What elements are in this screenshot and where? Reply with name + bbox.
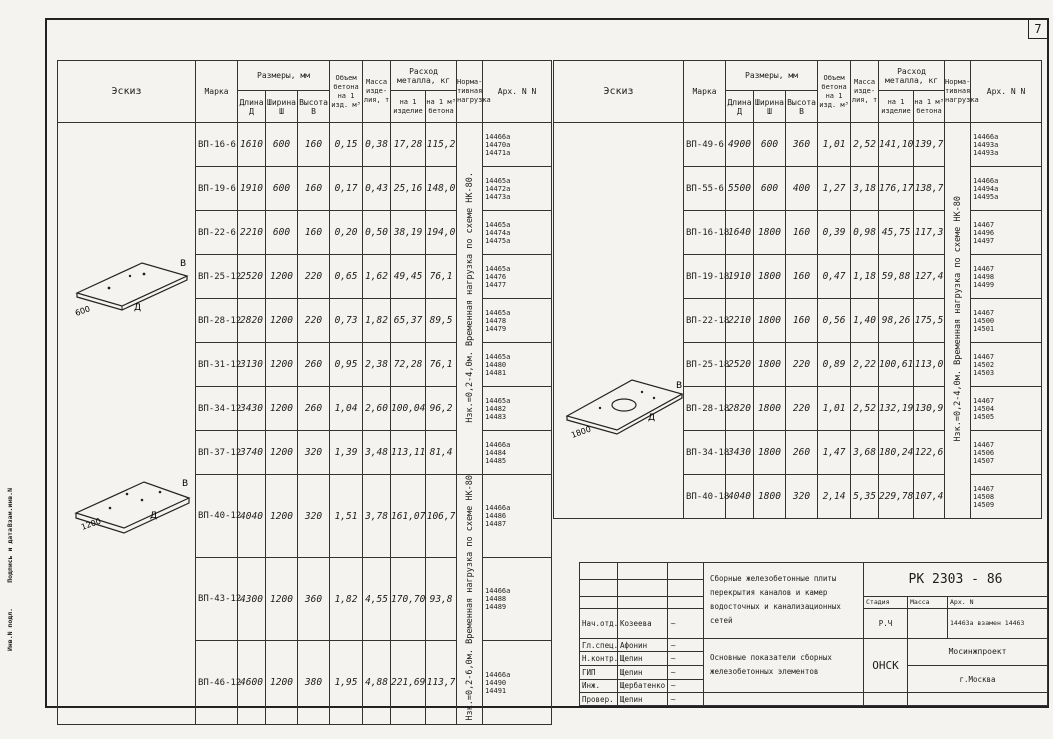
- signature: ~: [668, 665, 704, 679]
- arch-cell: 14465а 14478 14479: [483, 299, 552, 343]
- col-mark: Марка: [196, 61, 238, 123]
- volume-cell: 0,89: [818, 343, 851, 387]
- steel-m3-cell: 139,7: [914, 123, 945, 167]
- steel-m3-cell: 130,9: [914, 387, 945, 431]
- mass-cell: 4,88: [363, 641, 391, 724]
- person-role: Нач.отд.: [580, 609, 618, 638]
- width-cell: 600: [754, 167, 786, 211]
- steel-m3-cell: 115,2: [426, 123, 457, 167]
- mark-cell: ВП-43-12: [196, 558, 238, 641]
- volume-cell: 0,17: [330, 167, 363, 211]
- volume-cell: 0,95: [330, 343, 363, 387]
- arch-cell: 14465а 14480 14481: [483, 343, 552, 387]
- volume-cell: 1,51: [330, 475, 363, 558]
- volume-cell: 1,82: [330, 558, 363, 641]
- height-cell: 260: [298, 387, 330, 431]
- title-block: [579, 562, 1047, 706]
- signature: ~: [668, 679, 704, 693]
- length-cell: 1910: [238, 167, 266, 211]
- sketch-label-d: Д: [134, 303, 142, 313]
- mass-cell: 4,55: [363, 558, 391, 641]
- length-cell: 2820: [726, 387, 754, 431]
- length-cell: 3130: [238, 343, 266, 387]
- height-cell: 220: [298, 299, 330, 343]
- mass-cell: 0,50: [363, 211, 391, 255]
- width-cell: 1800: [754, 387, 786, 431]
- length-cell: 2210: [726, 299, 754, 343]
- sketch-label-b: В: [182, 479, 189, 489]
- length-cell: 4040: [726, 475, 754, 519]
- steel-item-cell: 38,19: [391, 211, 426, 255]
- sketch-label-w: 1200: [79, 516, 103, 532]
- col-steel: Расход металла, кг: [879, 61, 945, 91]
- mark-cell: ВП-22-18: [684, 299, 726, 343]
- mark-cell: ВП-49-6: [684, 123, 726, 167]
- length-cell: 2210: [238, 211, 266, 255]
- volume-cell: 0,20: [330, 211, 363, 255]
- org-name: Мосинжпроект: [908, 638, 1048, 665]
- steel-m3-cell: 175,5: [914, 299, 945, 343]
- slab-sketch-1800: [562, 358, 687, 443]
- width-cell: 600: [266, 211, 298, 255]
- person-name: Козеева: [618, 609, 668, 638]
- table-row: [554, 123, 1042, 167]
- steel-m3-cell: 76,1: [426, 255, 457, 299]
- arch-cell: 14467 14498 14499: [971, 255, 1042, 299]
- norm-load-cell: [945, 123, 971, 519]
- signature: ~: [668, 693, 704, 706]
- right-specs-table: [553, 60, 1042, 519]
- length-cell: 1610: [238, 123, 266, 167]
- steel-item-cell: 113,11: [391, 431, 426, 475]
- sheet-title: Основные показатели сборных железобетонных элементов: [704, 638, 864, 693]
- mark-cell: ВП-28-18: [684, 387, 726, 431]
- length-cell: 2520: [726, 343, 754, 387]
- sketch-label-b: В: [676, 381, 683, 391]
- col-mass: Масса изде-лия, т: [851, 61, 879, 123]
- mass-cell: 2,52: [851, 387, 879, 431]
- city: г.Москва: [908, 665, 1048, 692]
- height-cell: 220: [786, 387, 818, 431]
- arch-cell: 14467 14508 14509: [971, 475, 1042, 519]
- col-steel: Расход металла, кг: [391, 61, 457, 91]
- width-cell: 1200: [266, 343, 298, 387]
- height-cell: 260: [298, 343, 330, 387]
- col-sketch: Эскиз: [58, 61, 196, 123]
- height-cell: 160: [298, 167, 330, 211]
- length-cell: 5500: [726, 167, 754, 211]
- height-cell: 260: [786, 431, 818, 475]
- mass-cell: 3,68: [851, 431, 879, 475]
- height-cell: 160: [298, 123, 330, 167]
- width-cell: 1200: [266, 641, 298, 724]
- mass-cell: 1,18: [851, 255, 879, 299]
- volume-cell: 1,04: [330, 387, 363, 431]
- slab-sketch-600: [72, 238, 192, 318]
- person-role: Инж.: [580, 679, 618, 693]
- width-cell: 600: [754, 123, 786, 167]
- width-cell: 1200: [266, 475, 298, 558]
- col-volume: Объем бетона на 1 изд. м³: [818, 61, 851, 123]
- col-mark: Марка: [684, 61, 726, 123]
- mass-cell: 1,82: [363, 299, 391, 343]
- height-cell: 220: [298, 255, 330, 299]
- sketch-cell: [58, 123, 196, 725]
- height-cell: 380: [298, 641, 330, 724]
- person-name: Афонин: [618, 638, 668, 652]
- steel-item-cell: 65,37: [391, 299, 426, 343]
- height-cell: 320: [298, 431, 330, 475]
- mark-cell: ВП-28-12: [196, 299, 238, 343]
- col-width: Ширина Ш: [754, 91, 786, 123]
- signature: ~: [668, 609, 704, 638]
- col-dims: Размеры, мм: [238, 61, 330, 91]
- sketch-cell: [554, 123, 684, 519]
- steel-item-cell: 25,16: [391, 167, 426, 211]
- mass-cell: 2,52: [851, 123, 879, 167]
- mass-cell: 2,38: [363, 343, 391, 387]
- steel-m3-cell: 117,3: [914, 211, 945, 255]
- steel-m3-cell: 194,0: [426, 211, 457, 255]
- length-cell: 1640: [726, 211, 754, 255]
- length-cell: 4900: [726, 123, 754, 167]
- arch-cell: 14466а 14470а 14471а: [483, 123, 552, 167]
- col-height: Высота В: [298, 91, 330, 123]
- person-role: Провер.: [580, 693, 618, 706]
- arch-cell: 14466а 14486 14487: [483, 475, 552, 558]
- sketch-label-w: 600: [73, 304, 92, 318]
- steel-item-cell: 170,70: [391, 558, 426, 641]
- page-number: 7: [1028, 20, 1047, 39]
- length-cell: 3430: [238, 387, 266, 431]
- arch-cell: 14466а 14493а 14493а: [971, 123, 1042, 167]
- doc-code: РК 2303 - 86: [864, 563, 1048, 597]
- volume-cell: 0,39: [818, 211, 851, 255]
- width-cell: 1800: [754, 211, 786, 255]
- width-cell: 1800: [754, 255, 786, 299]
- mass-cell: 1,62: [363, 255, 391, 299]
- width-cell: 1200: [266, 558, 298, 641]
- person-role: Н.контр.: [580, 652, 618, 666]
- length-cell: 2820: [238, 299, 266, 343]
- mass-cell: 5,35: [851, 475, 879, 519]
- arch-cell: 14465а 14474а 14475а: [483, 211, 552, 255]
- sketch-label-d: Д: [150, 511, 158, 521]
- mark-cell: ВП-55-6: [684, 167, 726, 211]
- col-steel-item: на 1 изделие: [391, 91, 426, 123]
- arch-cell: 14465а 14476 14477: [483, 255, 552, 299]
- stage-label: Стадия: [864, 596, 908, 609]
- norm-load-text: Нзк.=0,2-4,0м. Временная нагрузка по схеме НК-80.: [464, 171, 475, 423]
- stamp-inv: Инв.N подл.: [6, 608, 14, 652]
- steel-m3-cell: 89,5: [426, 299, 457, 343]
- col-arch: Арх. N N: [483, 61, 552, 123]
- width-cell: 1800: [754, 475, 786, 519]
- steel-item-cell: 221,69: [391, 641, 426, 724]
- volume-cell: 0,15: [330, 123, 363, 167]
- person-name: Щепин: [618, 693, 668, 706]
- steel-item-cell: 72,28: [391, 343, 426, 387]
- col-norm: Норма-тивная нагрузка: [457, 61, 483, 123]
- volume-cell: 1,01: [818, 123, 851, 167]
- col-steel-m3: на 1 м³ бетона: [426, 91, 457, 123]
- width-cell: 600: [266, 167, 298, 211]
- col-length: Длина Д: [726, 91, 754, 123]
- steel-item-cell: 176,17: [879, 167, 914, 211]
- steel-item-cell: 17,28: [391, 123, 426, 167]
- person-role: ГИП: [580, 665, 618, 679]
- width-cell: 1200: [266, 387, 298, 431]
- length-cell: 2520: [238, 255, 266, 299]
- col-sketch: Эскиз: [554, 61, 684, 123]
- width-cell: 1200: [266, 431, 298, 475]
- mark-cell: ВП-40-18: [684, 475, 726, 519]
- col-arch: Арх. N N: [971, 61, 1042, 123]
- length-cell: 1910: [726, 255, 754, 299]
- width-cell: 1800: [754, 343, 786, 387]
- mark-cell: ВП-16-18: [684, 211, 726, 255]
- steel-m3-cell: 113,0: [914, 343, 945, 387]
- height-cell: 160: [786, 255, 818, 299]
- col-dims: Размеры, мм: [726, 61, 818, 91]
- volume-cell: 1,47: [818, 431, 851, 475]
- height-cell: 360: [786, 123, 818, 167]
- col-volume: Объем бетона на 1 изд. м³: [330, 61, 363, 123]
- person-name: Щепин: [618, 665, 668, 679]
- steel-m3-cell: 96,2: [426, 387, 457, 431]
- volume-cell: 1,95: [330, 641, 363, 724]
- arch-cell: 14466а 14484 14485: [483, 431, 552, 475]
- mass-cell: 0,43: [363, 167, 391, 211]
- width-cell: 1800: [754, 299, 786, 343]
- width-cell: 1800: [754, 431, 786, 475]
- stage-value: Р.Ч: [864, 609, 908, 638]
- sketch-label-d: Д: [648, 413, 656, 423]
- width-cell: 1200: [266, 255, 298, 299]
- length-cell: 3430: [726, 431, 754, 475]
- drawing-sheet: [45, 18, 1049, 721]
- height-cell: 320: [298, 475, 330, 558]
- slab-sketch-1200: [72, 468, 192, 543]
- col-steel-item: на 1 изделие: [879, 91, 914, 123]
- volume-cell: 1,27: [818, 167, 851, 211]
- norm-load-cell: [457, 123, 483, 475]
- volume-cell: 0,73: [330, 299, 363, 343]
- steel-item-cell: 45,75: [879, 211, 914, 255]
- mark-cell: ВП-31-12: [196, 343, 238, 387]
- mass-cell: 1,40: [851, 299, 879, 343]
- arch-cell: 14466а 14494а 14495а: [971, 167, 1042, 211]
- steel-m3-cell: 107,4: [914, 475, 945, 519]
- mark-cell: ВП-25-18: [684, 343, 726, 387]
- volume-cell: 1,39: [330, 431, 363, 475]
- col-length: Длина Д: [238, 91, 266, 123]
- length-cell: 4600: [238, 641, 266, 724]
- col-norm: Норма-тивная нагрузка: [945, 61, 971, 123]
- width-cell: 1200: [266, 299, 298, 343]
- mass-cell: 0,98: [851, 211, 879, 255]
- mark-cell: ВП-40-12: [196, 475, 238, 558]
- signature: ~: [668, 652, 704, 666]
- norm-load-text: Нзк.=0,2-6,0м. Временная нагрузка по схеме НК-80: [464, 475, 475, 721]
- arch-cell: 14465а 14472а 14473а: [483, 167, 552, 211]
- mark-cell: ВП-19-6: [196, 167, 238, 211]
- height-cell: 160: [786, 211, 818, 255]
- steel-m3-cell: 122,6: [914, 431, 945, 475]
- left-specs-table: [57, 60, 552, 725]
- doc-title: Сборные железобетонные плиты перекрытия каналов и камер водосточных и канализационных сетей: [704, 563, 864, 639]
- col-width: Ширина Ш: [266, 91, 298, 123]
- arch-cell: 14465а 14482 14483: [483, 387, 552, 431]
- mark-cell: ВП-16-6: [196, 123, 238, 167]
- volume-cell: 2,14: [818, 475, 851, 519]
- mass-cell: 2,22: [851, 343, 879, 387]
- mass-cell: 3,18: [851, 167, 879, 211]
- steel-m3-cell: 81,4: [426, 431, 457, 475]
- height-cell: 160: [786, 299, 818, 343]
- height-cell: 360: [298, 558, 330, 641]
- arch-value: 14463а взамен 14463: [948, 609, 1048, 638]
- mark-cell: ВП-46-12: [196, 641, 238, 724]
- person-name: Щербатенко: [618, 679, 668, 693]
- mass-cell: 3,48: [363, 431, 391, 475]
- arch-cell: 14467 14496 14497: [971, 211, 1042, 255]
- sketch-label-b: В: [180, 259, 187, 269]
- mass-cell: 3,78: [363, 475, 391, 558]
- steel-item-cell: 98,26: [879, 299, 914, 343]
- length-cell: 3740: [238, 431, 266, 475]
- arch-cell: 14466а 14490 14491: [483, 641, 552, 724]
- volume-cell: 0,65: [330, 255, 363, 299]
- stamp-sign: Подпись и дата: [6, 528, 14, 583]
- steel-m3-cell: 138,7: [914, 167, 945, 211]
- person-role: Гл.спец.: [580, 638, 618, 652]
- width-cell: 600: [266, 123, 298, 167]
- mark-cell: ВП-25-12: [196, 255, 238, 299]
- col-mass: Масса изде-лия, т: [363, 61, 391, 123]
- height-cell: 220: [786, 343, 818, 387]
- height-cell: 160: [298, 211, 330, 255]
- steel-m3-cell: 113,7: [426, 641, 457, 724]
- mark-cell: ВП-34-12: [196, 387, 238, 431]
- steel-m3-cell: 76,1: [426, 343, 457, 387]
- volume-cell: 0,47: [818, 255, 851, 299]
- height-cell: 400: [786, 167, 818, 211]
- steel-m3-cell: 148,0: [426, 167, 457, 211]
- mass-cell: 2,60: [363, 387, 391, 431]
- length-cell: 4300: [238, 558, 266, 641]
- mass-label: Масса: [908, 596, 948, 609]
- col-steel-m3: на 1 м³ бетона: [914, 91, 945, 123]
- norm-load-cell: [457, 475, 483, 725]
- table-row: [58, 123, 552, 167]
- steel-item-cell: 59,88: [879, 255, 914, 299]
- steel-item-cell: 161,07: [391, 475, 426, 558]
- arch-label: Арх. N: [948, 596, 1048, 609]
- col-height: Высота В: [786, 91, 818, 123]
- mark-cell: ВП-34-18: [684, 431, 726, 475]
- mark-cell: ВП-19-18: [684, 255, 726, 299]
- arch-cell: 14467 14506 14507: [971, 431, 1042, 475]
- arch-cell: 14467 14500 14501: [971, 299, 1042, 343]
- volume-cell: 1,01: [818, 387, 851, 431]
- steel-m3-cell: 127,4: [914, 255, 945, 299]
- steel-item-cell: 100,04: [391, 387, 426, 431]
- binding-stamp: [4, 488, 42, 708]
- norm-load-text: Нзк.=0,2-4,0м. Временная нагрузка по схеме НК-80: [952, 196, 963, 442]
- org-code: ОНСК: [864, 638, 908, 693]
- signature: ~: [668, 638, 704, 652]
- volume-cell: 0,56: [818, 299, 851, 343]
- stamp-replace: Взам.инв.N: [6, 488, 14, 528]
- steel-item-cell: 229,78: [879, 475, 914, 519]
- mark-cell: ВП-22-6: [196, 211, 238, 255]
- mass-cell: 0,38: [363, 123, 391, 167]
- steel-m3-cell: 106,7: [426, 475, 457, 558]
- steel-item-cell: 141,10: [879, 123, 914, 167]
- arch-cell: 14467 14502 14503: [971, 343, 1042, 387]
- person-name: Щепин: [618, 652, 668, 666]
- arch-cell: 14466а 14488 14489: [483, 558, 552, 641]
- sketch-label-w: 1800: [569, 424, 593, 440]
- mass-value: [908, 609, 948, 638]
- steel-item-cell: 100,61: [879, 343, 914, 387]
- length-cell: 4040: [238, 475, 266, 558]
- steel-m3-cell: 93,8: [426, 558, 457, 641]
- steel-item-cell: 180,24: [879, 431, 914, 475]
- height-cell: 320: [786, 475, 818, 519]
- steel-item-cell: 49,45: [391, 255, 426, 299]
- steel-item-cell: 132,19: [879, 387, 914, 431]
- mark-cell: ВП-37-12: [196, 431, 238, 475]
- arch-cell: 14467 14504 14505: [971, 387, 1042, 431]
